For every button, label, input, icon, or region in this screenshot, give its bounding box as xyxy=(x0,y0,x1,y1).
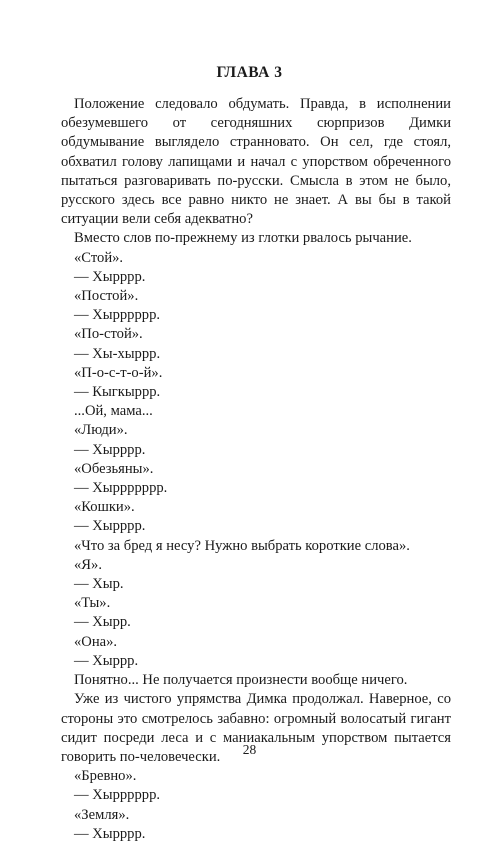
opening-paragraph: Положение следовало обдумать. Правда, в исполнении обезумевшего от сегодняшних сюрпризов Димки обдумывание выглядело странновато. Он сел, где стоял, обхватил голову лапищами и начал с упорством обреченного пытаться разговаривать по-русски. Смысла в этом не было, русского здесь все равно никто не знает. А вы бы в такой ситуации вели себя адекватно? xyxy=(61,96,451,228)
text-line: «Я». xyxy=(74,556,102,573)
second-paragraph: Уже из чистого упрямства Димка продолжал. Наверное, со стороны это смотрелось забавно: огромный волосатый гигант сидит посреди леса и с маниакальным упорством пытается говорить по-человечески. xyxy=(61,691,451,765)
text-line: «Ты». xyxy=(74,595,111,612)
text-line: ...Ой, мама... xyxy=(74,403,153,420)
text-line: — Кыгкыррр. xyxy=(74,384,161,401)
text-line: — Хырррррр. xyxy=(74,307,161,324)
text-line: «Она». xyxy=(74,633,118,650)
chapter-text xyxy=(61,95,451,844)
text-line: Вместо слов по-прежнему из глотки рвалось рычание. xyxy=(74,230,412,247)
page-number: 28 xyxy=(242,742,257,757)
text-line: — Хыррр. xyxy=(74,652,139,669)
text-line: — Хырррр. xyxy=(74,825,146,842)
text-line: Понятно... Не получается произнести вообще ничего. xyxy=(74,672,408,689)
text-line: — Хыррррррр. xyxy=(74,480,168,497)
text-line: «Обезьяны». xyxy=(74,460,154,477)
text-line: «Люди». xyxy=(74,422,128,439)
text-line: «Что за бред я несу? Нужно выбрать короткие слова». xyxy=(74,537,410,554)
text-line: — Хыр. xyxy=(74,576,124,593)
text-line: «По-стой». xyxy=(74,326,143,343)
text-line: — Хырррррр. xyxy=(74,787,161,804)
chapter-title: ГЛАВА 3 xyxy=(216,64,283,81)
text-line: — Хы-хыррр. xyxy=(74,345,161,362)
text-line: — Хырррр. xyxy=(74,441,146,458)
text-line: «Земля». xyxy=(74,806,130,823)
text-line: «П-о-с-т-о-й». xyxy=(74,364,163,381)
text-line: — Хырррр. xyxy=(74,518,146,535)
text-line: «Постой». xyxy=(74,288,139,305)
text-line: — Хырр. xyxy=(74,614,131,631)
text-line: «Кошки». xyxy=(74,499,135,516)
text-line: «Бревно». xyxy=(74,768,137,785)
text-line: «Стой». xyxy=(74,249,124,266)
text-line: — Хырррр. xyxy=(74,268,146,285)
